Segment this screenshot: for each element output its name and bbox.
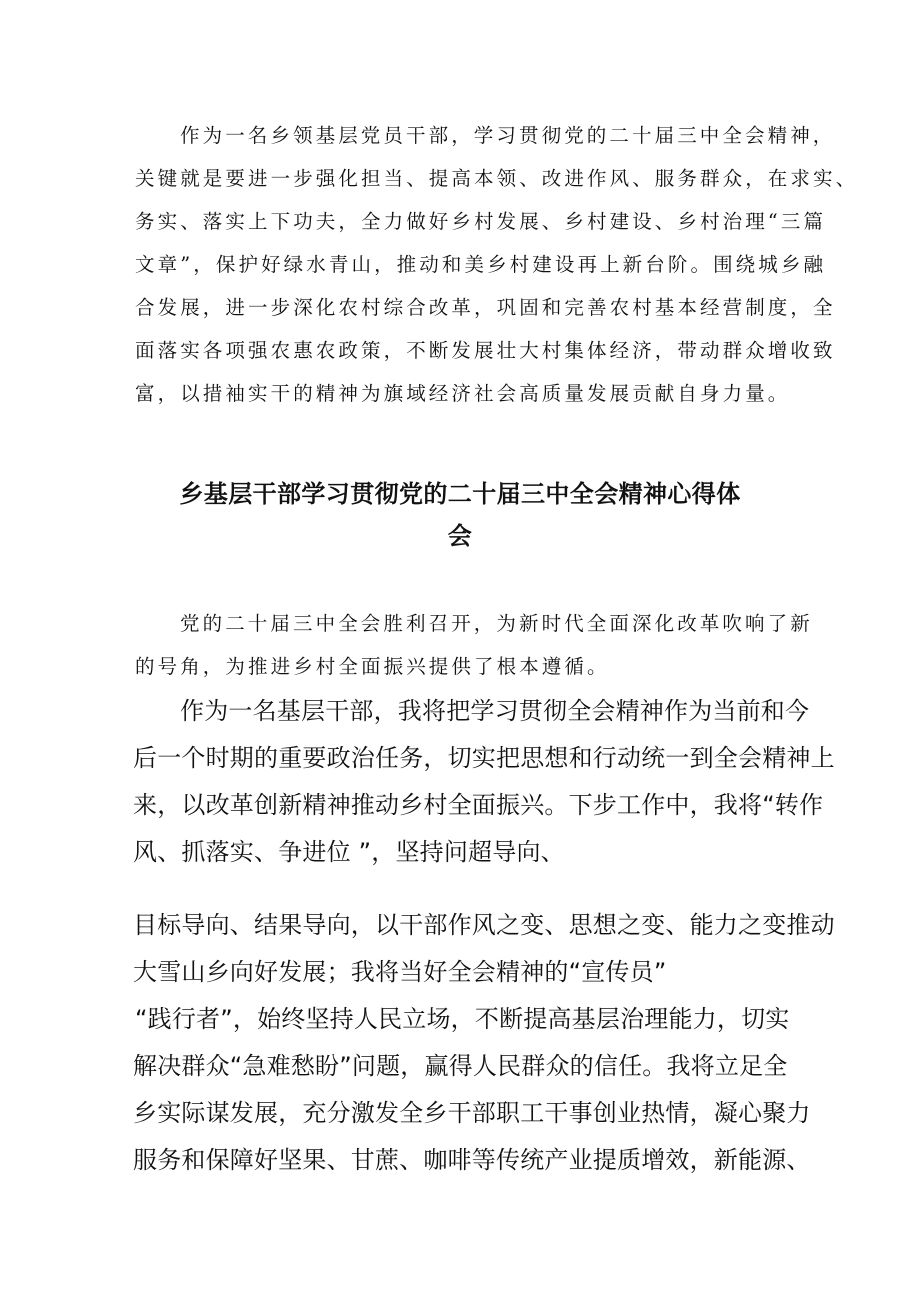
paragraph-line: 作为一名乡领基层党员干部，学习贯彻党的二十届三中全会精神， (180, 124, 836, 147)
intro-line: 党的二十届三中全会胜利召开，为新时代全面深化改革吹响了新 (180, 612, 813, 635)
body-line: 乡实际谋发展，充分激发全乡干部职工干事创业热情，凝心聚力 (133, 1099, 811, 1127)
document-title-continuation: 会 (447, 522, 473, 550)
paragraph-line: 务实、落实上下功夫，全力做好乡村发展、乡村建设、乡村治理“三篇 (135, 210, 827, 233)
paragraph-line: 面落实各项强农惠农政策，不断发展壮大村集体经济，带动群众增收致 (135, 339, 836, 362)
body-line: “践行者”，始终坚持人民立场，不断提高基层治理能力，切实 (135, 1005, 790, 1033)
body-line: 作为一名基层干部，我将把学习贯彻全会精神作为当前和今 (180, 697, 810, 725)
document-title: 乡基层干部学习贯彻党的二十届三中全会精神心得体 (179, 480, 741, 508)
paragraph-line: 合发展，进一步深化农村综合改革，巩固和完善农村基本经营制度，全 (135, 296, 836, 319)
body-line: 解决群众“急难愁盼”问题，赢得人民群众的信任。我将立足全 (133, 1052, 788, 1080)
body-line: 后一个时期的重要政治任务，切实把思想和行动统一到全会精神上 (133, 744, 835, 772)
body-line: 风、抓落实、争进位 ”，坚持问超导向、 (133, 838, 565, 866)
paragraph-line: 关键就是要进一步强化担当、提高本领、改进作风、服务群众，在求实、 (135, 167, 859, 190)
body-line: 大雪山乡向好发展；我将当好全会精神的“宣传员” (133, 958, 667, 986)
paragraph-line: 富，以措袖实干的精神为旗域经济社会高质量发展贡献自身力量。 (135, 382, 791, 405)
body-line: 目标导向、结果导向，以干部作风之变、思想之变、能力之变推动 (133, 911, 835, 939)
intro-line: 的号角，为推进乡村全面振兴提供了根本遵循。 (135, 655, 610, 678)
paragraph-line: 文章”，保护好绿水青山，推动和美乡村建设再上新台阶。围绕城乡融 (135, 253, 827, 276)
body-line: 来，以改革创新精神推动乡村全面振兴。下步工作中，我将“转作 (133, 791, 824, 819)
body-line: 服务和保障好坚果、甘蔗、咖啡等传统产业提质增效，新能源、 (133, 1146, 811, 1174)
